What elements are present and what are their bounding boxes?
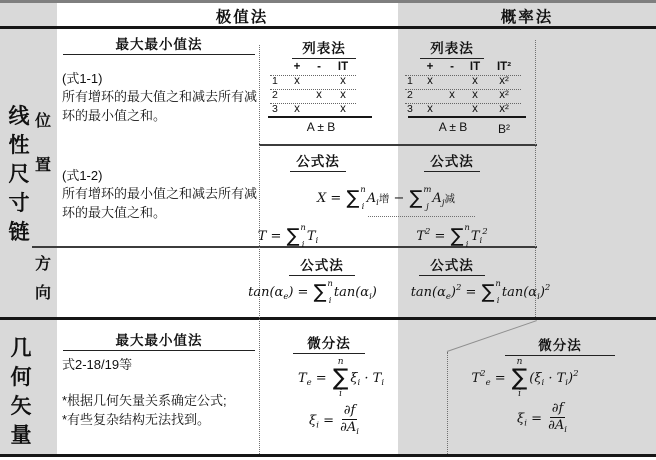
tabulation-footer-extreme: A ± B (306, 120, 336, 134)
diff-title-extreme: 微分法 (293, 332, 365, 354)
formula-xi-probability: $\xi_i$ = $\frac{\partial f}{\partial A_i}$ (517, 401, 567, 436)
table-cell: x (294, 75, 300, 87)
eq1-2-desc: 所有增环的最小值之和减去所有减环的最大值之和。 (62, 186, 258, 220)
formula-title-position-probability: 公式法 (424, 150, 480, 172)
table-cell: x (294, 103, 300, 115)
tabulation-title-probability: 列表法 (420, 37, 484, 59)
table-cell (308, 75, 330, 89)
formula-t2e-probability: $T^2_e$ = n ∑ i $(\xi_i \cdot T_i)^2$ (471, 357, 579, 399)
table-col-header: - (450, 61, 454, 73)
table-row-number: 2 (407, 89, 413, 101)
table-header-row-extreme (270, 61, 356, 76)
probability-formula-dotted-divider (535, 40, 536, 317)
eq1-2-label: (式1-2) (62, 168, 103, 183)
formula-t-probability: $T^2$ = ∑ n i $T_i^2$ (416, 223, 488, 250)
geo-note-1: *根据几何矢量关系确定公式; (62, 393, 227, 408)
table-cell: x (340, 103, 346, 115)
table-cell (441, 103, 463, 117)
bottom-border-line (0, 454, 656, 457)
formula-te-extreme: $T_e$ = n ∑ i $\xi_i \cdot T_i$ (297, 357, 385, 399)
table-cell (286, 89, 308, 103)
header-probability-method: 概率法 (500, 9, 554, 26)
geo-eq-label: 式2-18/19等 (62, 357, 133, 372)
formula-xi-extreme: $\xi_i$ = $\frac{\partial f}{\partial A_i}$ (309, 403, 359, 438)
table-col-header: IT (337, 61, 349, 73)
formula-tan-extreme: $\tan(\alpha_e)$ = ∑ n i $\tan(\alpha_i)$ (248, 279, 377, 306)
section-title-maxmin-geometric: 最大最小值法 (63, 329, 255, 351)
table-cell: x (472, 103, 478, 115)
table-row (405, 89, 521, 104)
table-col-header: + (293, 61, 301, 73)
table-row (405, 103, 521, 117)
geometric-dotted-divider (447, 352, 448, 454)
header-extreme-method: 极值法 (215, 9, 269, 26)
table-cell: x² (499, 89, 509, 101)
table-cell (419, 89, 441, 103)
tabulation-title-extreme: 列表法 (292, 37, 356, 59)
table-cell: x (340, 75, 346, 87)
formula-dotted-divider (368, 216, 475, 217)
formula-x-sum: X = ∑ n i $A_i$增 − ∑ m j $A_j$减 (317, 185, 455, 212)
eq1-1-label: (式1-1) (62, 71, 103, 86)
table-cell: x (472, 89, 478, 101)
diff-title-probability: 微分法 (505, 334, 615, 356)
formula-title-position-extreme: 公式法 (290, 150, 346, 172)
table-row (405, 75, 521, 90)
table-col-header: + (426, 61, 434, 73)
formula-title-direction-extreme: 公式法 (289, 254, 355, 276)
table-cell: x (316, 89, 322, 101)
table-cell: x (472, 75, 478, 87)
tabulation-formula-divider (259, 144, 537, 146)
formula-title-direction-probability: 公式法 (419, 254, 485, 276)
table-cell: x² (499, 75, 509, 87)
table-row-number: 3 (407, 103, 413, 115)
tabulation-footer-probability: A ± B (438, 120, 468, 134)
table-cell: x (427, 103, 433, 115)
table-cell (441, 75, 463, 89)
table-row-number: 3 (272, 103, 278, 115)
table-row-number: 2 (272, 89, 278, 101)
top-border-line (0, 0, 656, 3)
table-cell: x² (499, 103, 509, 115)
formula-tan-probability: $\tan(\alpha_e)^2$ = ∑ n i $\tan(\alpha_i)^2$ (410, 279, 551, 306)
table-col-header: - (317, 61, 321, 73)
sub-label-position: 位置 (34, 113, 51, 174)
table-col-header: IT (469, 61, 481, 73)
table-header-row-probability (405, 61, 521, 76)
table-row (270, 89, 356, 104)
formula-t-extreme: T = ∑ n i $T_i$ (257, 223, 319, 250)
section-title-maxmin: 最大最小值法 (63, 33, 255, 55)
tabulation-footer2-probability: B² (498, 122, 510, 136)
geo-note-2: *有些复杂结构无法找到。 (62, 412, 211, 427)
table-row-number: 1 (407, 75, 413, 87)
row-label-linear-chain: 线性尺寸链 (8, 105, 30, 244)
table-row (270, 75, 356, 90)
table-col-header: IT² (496, 61, 512, 73)
table-cell: x (340, 89, 346, 101)
table-cell (308, 103, 330, 117)
sub-label-direction: 方向 (34, 256, 51, 302)
table-cell: x (427, 75, 433, 87)
row-label-geometric-vector: 几何矢量 (10, 337, 32, 447)
table-row-number: 1 (272, 75, 278, 87)
table-row (270, 103, 356, 117)
eq1-1-desc: 所有增环的最大值之和减去所有减环的最小值之和。 (62, 89, 258, 123)
section-divider-line (0, 317, 656, 320)
table-cell: x (449, 89, 455, 101)
